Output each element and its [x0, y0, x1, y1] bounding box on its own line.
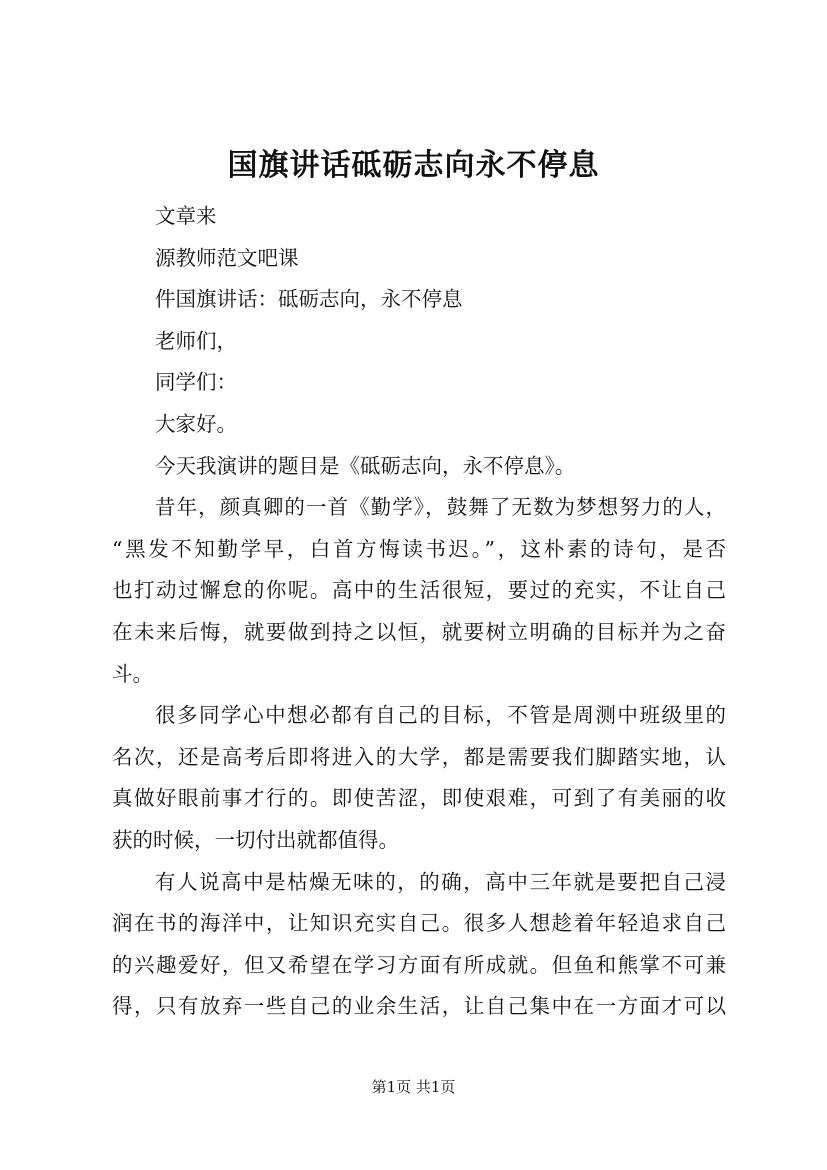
- text-line: 源教师范文吧课: [155, 245, 299, 270]
- text-line: 得，只有放弃一些自己的业余生活，让自己集中在一方面才可以: [112, 994, 726, 1019]
- document-body: [112, 196, 726, 1028]
- text-line: 同学们：: [155, 370, 237, 395]
- text-line: “黑发不知勤学早，白首方悔读书迟。”，这朴素的诗句，是否: [112, 536, 726, 561]
- text-line: 大家好。: [155, 411, 237, 436]
- text-line: 有人说高中是枯燥无味的，的确，高中三年就是要把自己浸: [155, 869, 726, 894]
- page-footer: 第1页 共1页: [371, 1078, 456, 1096]
- text-line: 老师们，: [155, 328, 237, 353]
- text-line: 的兴趣爱好，但又希望在学习方面有所成就。但鱼和熊掌不可兼: [112, 952, 726, 977]
- text-line: 获的时候，一切付出就都值得。: [112, 827, 399, 852]
- text-line: 很多同学心中想必都有自己的目标，不管是周测中班级里的: [155, 703, 726, 728]
- text-line: 名次，还是高考后即将进入的大学，都是需要我们脚踏实地，认: [112, 744, 726, 769]
- document-title: 国旗讲话砥砺志向永不停息: [227, 148, 600, 183]
- text-line: 今天我演讲的题目是《砥砺志向，永不停息》。: [155, 453, 576, 478]
- text-line: 也打动过懈怠的你呢。高中的生活很短，要过的充实，不让自己: [112, 578, 726, 603]
- text-line: 斗。: [112, 661, 153, 686]
- text-line: 件国旗讲话：砥砺志向，永不停息: [155, 287, 463, 312]
- text-line: 文章来: [155, 204, 217, 228]
- text-line: 润在书的海洋中，让知识充实自己。很多人想趁着年轻追求自己: [112, 911, 726, 936]
- text-line: 在未来后悔，就要做到持之以恒，就要树立明确的目标并为之奋: [112, 619, 726, 644]
- text-line: 昔年，颜真卿的一首《勤学》，鼓舞了无数为梦想努力的人，: [155, 495, 726, 520]
- text-line: 真做好眼前事才行的。即使苦涩，即使艰难，可到了有美丽的收: [112, 786, 726, 811]
